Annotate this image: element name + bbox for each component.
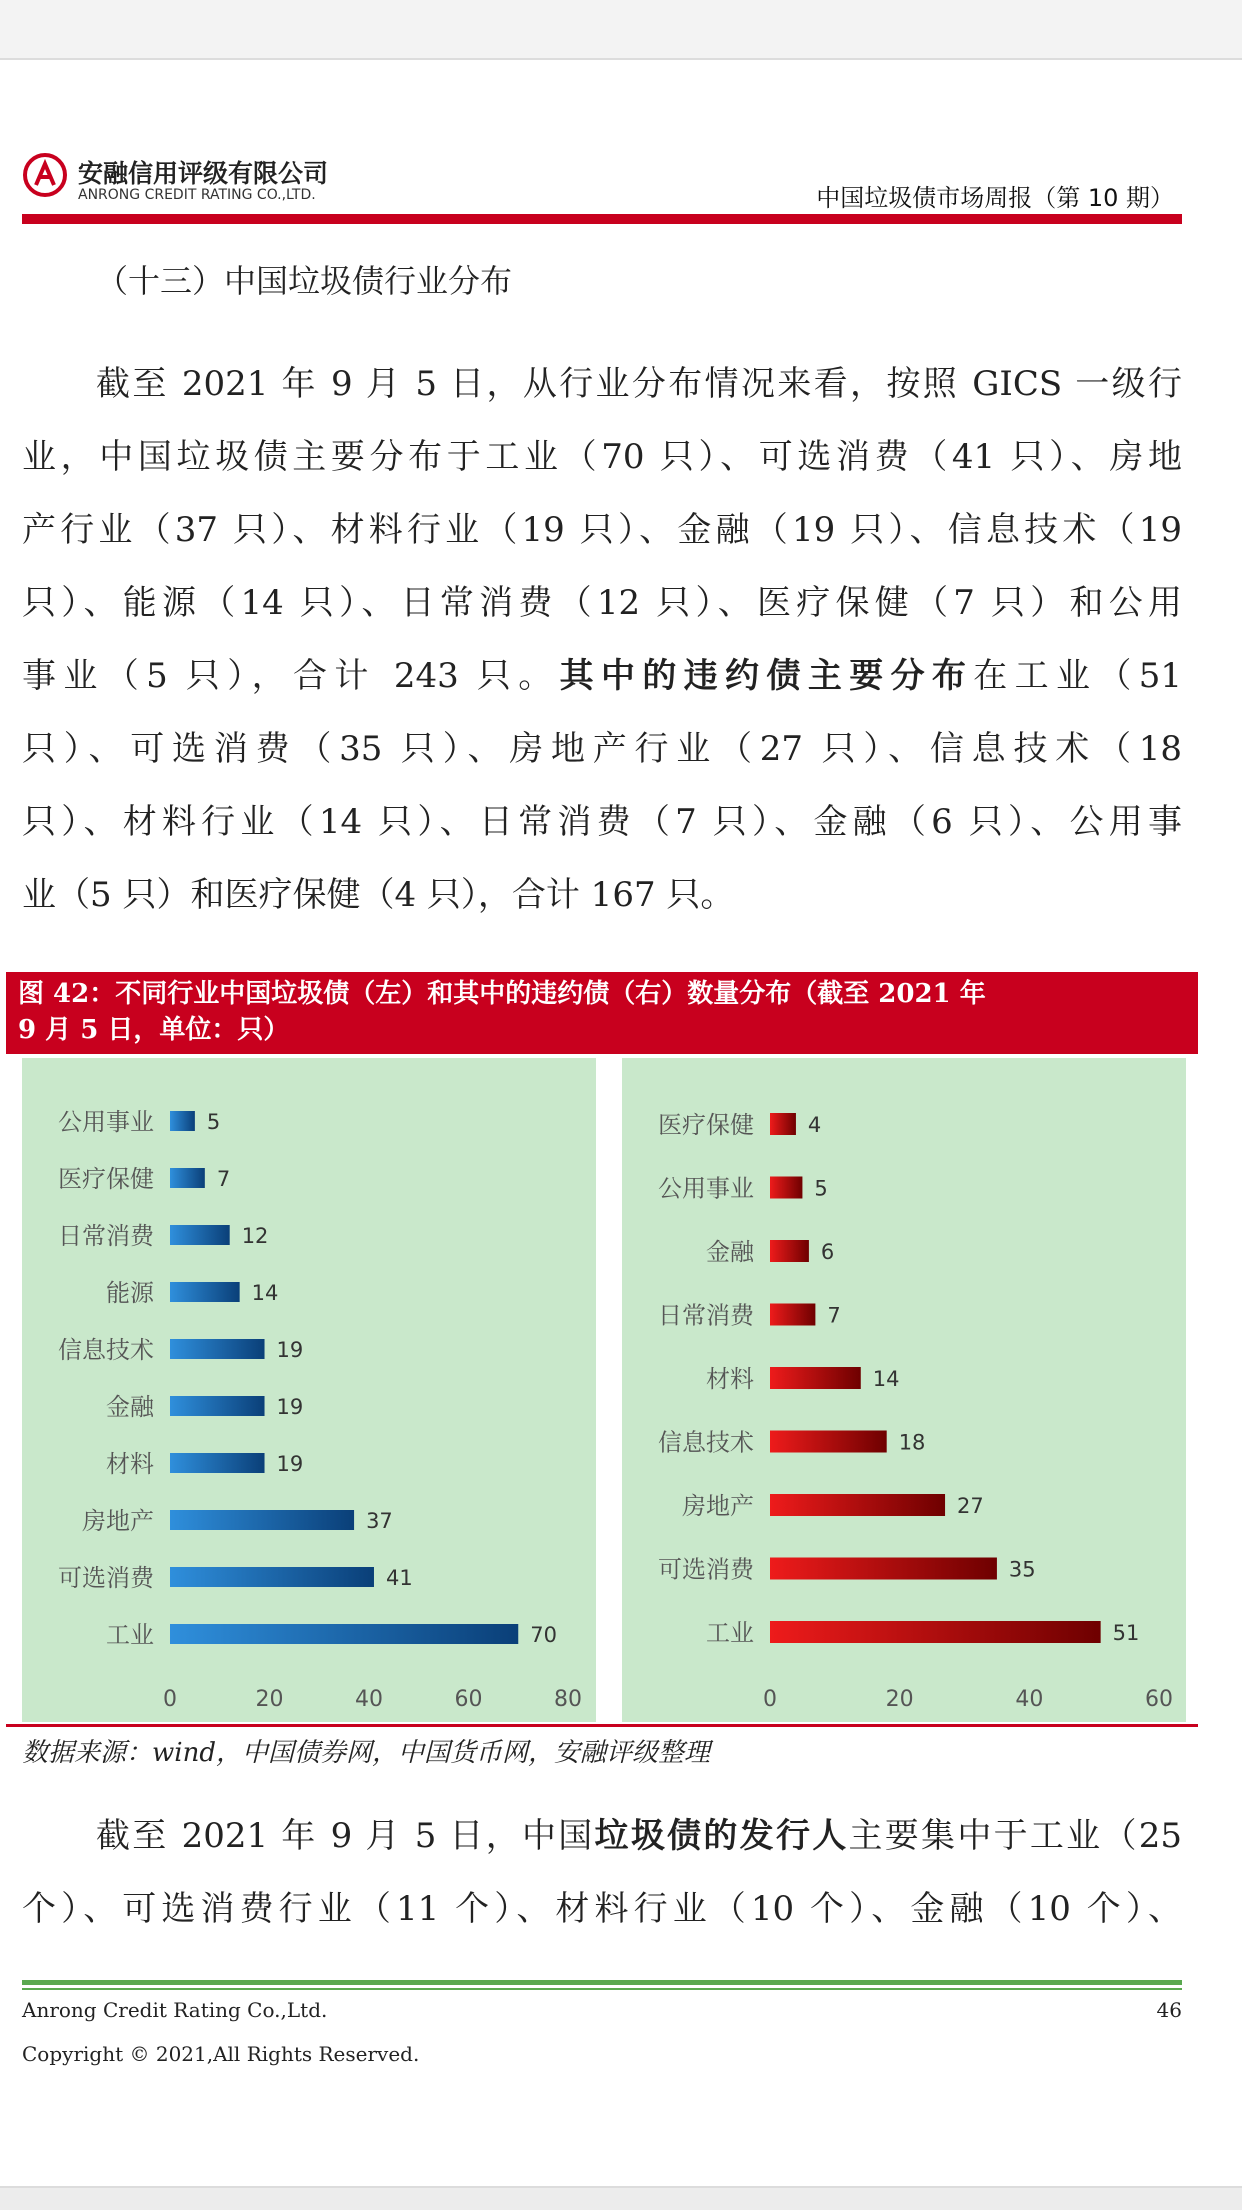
data-label: 5 (206, 1110, 221, 1134)
category-label: 金融 (106, 1393, 154, 1421)
category-label: 房地产 (682, 1492, 754, 1520)
paragraph-industry-distribution (22, 348, 1182, 932)
data-label: 27 (957, 1494, 984, 1518)
viewer-top-bar (0, 0, 1242, 60)
data-label: 14 (251, 1281, 279, 1305)
x-tick-label: 60 (454, 1687, 483, 1712)
category-label: 金融 (706, 1238, 754, 1266)
bar (770, 1113, 796, 1135)
category-label: 工业 (706, 1619, 754, 1647)
x-tick-label: 0 (763, 1687, 777, 1712)
data-label: 12 (241, 1224, 269, 1248)
bar (170, 1168, 205, 1188)
source-divider (6, 1724, 1198, 1727)
data-label: 4 (807, 1113, 822, 1137)
data-label: 6 (820, 1240, 835, 1264)
category-label: 材料 (706, 1365, 754, 1393)
data-label: 37 (366, 1509, 393, 1533)
report-title: 中国垃圾债市场周报（第 10 期） (816, 184, 1174, 212)
paragraph-line: 业（5 只）和医疗保健（4 只），合计 167 只。 (22, 875, 735, 915)
data-label: 19 (276, 1452, 304, 1476)
bar (770, 1621, 1101, 1643)
category-label: 可选消费 (58, 1564, 154, 1592)
page-number: 46 (1156, 1998, 1182, 2022)
bar (170, 1624, 518, 1644)
paragraph-line: 只）、可选消费（35 只）、房地产行业（27 只）、信息技术（18 (22, 729, 1182, 769)
paragraph-text: 事业（5 只），合计 243 只。 (22, 656, 560, 696)
paragraph-line (22, 1800, 1182, 1873)
bar (170, 1396, 265, 1416)
category-label: 公用事业 (658, 1174, 754, 1203)
data-label: 5 (814, 1176, 828, 1201)
paragraph-issuers (22, 1800, 1182, 1946)
category-label: 能源 (106, 1279, 154, 1307)
data-label: 41 (385, 1566, 413, 1590)
x-tick-label: 40 (1015, 1687, 1044, 1712)
bar (770, 1367, 861, 1389)
company-name-cn: 安融信用评级有限公司 (78, 159, 329, 188)
bar (170, 1111, 195, 1131)
bar (770, 1240, 809, 1262)
data-label: 51 (1112, 1621, 1140, 1645)
bar (770, 1431, 887, 1453)
bar (770, 1558, 997, 1580)
footer-copyright: Copyright © 2021,All Rights Reserved. (22, 2042, 420, 2066)
data-label: 19 (276, 1395, 304, 1419)
bar-chart-right (622, 1058, 1186, 1722)
data-label: 35 (1008, 1557, 1036, 1582)
paragraph-text: 在工业（51 (973, 656, 1182, 696)
data-label: 70 (530, 1623, 557, 1647)
x-tick-label: 40 (355, 1687, 383, 1712)
figure-caption-line: 9 月 5 日，单位：只） (18, 1015, 290, 1045)
paragraph-line: 截至 2021 年 9 月 5 日，从行业分布情况来看，按照 GICS 一级行 (96, 364, 1182, 404)
category-label: 房地产 (82, 1507, 154, 1535)
data-source-note: 数据来源：wind，中国债券网，中国货币网，安融评级整理 (22, 1738, 710, 1768)
x-tick-label: 0 (163, 1687, 177, 1712)
data-label: 7 (827, 1303, 841, 1328)
paragraph-bold-text: 垃圾债的发行人 (594, 1816, 849, 1856)
chart-panel-default-bonds (622, 1058, 1186, 1722)
category-label: 日常消费 (658, 1301, 754, 1330)
data-label: 14 (872, 1367, 900, 1391)
figure-caption (6, 972, 1198, 1054)
category-label: 材料 (106, 1450, 154, 1478)
data-label: 18 (898, 1430, 926, 1455)
bar (770, 1494, 945, 1516)
bar (770, 1304, 815, 1326)
bar (770, 1177, 802, 1199)
paragraph-line: 产行业（37 只）、材料行业（19 只）、金融（19 只）、信息技术（19 (22, 510, 1182, 550)
x-tick-label: 20 (255, 1687, 284, 1712)
footer-divider (22, 1980, 1182, 1985)
x-tick-label: 80 (554, 1687, 582, 1712)
category-label: 医疗保健 (58, 1165, 154, 1193)
footer-divider-thin (22, 1988, 1182, 1990)
bar (170, 1510, 354, 1530)
section-heading: （十三）中国垃圾债行业分布 (96, 262, 513, 300)
paragraph-text: 截至 2021 年 9 月 5 日，中国 (96, 1816, 595, 1856)
data-label: 7 (216, 1167, 231, 1191)
x-tick-label: 20 (885, 1687, 914, 1712)
paragraph-bold-text: 其中的违约债主要分布 (559, 656, 974, 696)
category-label: 可选消费 (658, 1555, 754, 1584)
bar (170, 1339, 265, 1359)
paragraph-line: 只）、材料行业（14 只）、日常消费（7 只）、金融（6 只）、公用事 (22, 802, 1182, 842)
x-tick-label: 60 (1145, 1687, 1173, 1712)
anrong-logo-icon (22, 152, 68, 198)
figure-caption-line: 图 42：不同行业中国垃圾债（左）和其中的违约债（右）数量分布（截至 2021 年 (18, 979, 986, 1009)
paragraph-line: 个）、可选消费行业（11 个）、材料行业（10 个）、金融（10 个）、 (22, 1889, 1182, 1929)
data-label: 19 (276, 1338, 304, 1362)
paragraph-text: 主要集中于工业（25 (848, 1816, 1182, 1856)
bar (170, 1282, 240, 1302)
bar (170, 1225, 230, 1245)
category-label: 医疗保健 (658, 1111, 754, 1139)
category-label: 日常消费 (58, 1222, 154, 1250)
category-label: 工业 (106, 1621, 154, 1649)
page-header (22, 150, 1182, 216)
viewer-bottom-bar (0, 2186, 1242, 2210)
company-name-en: ANRONG CREDIT RATING CO.,LTD. (78, 187, 316, 203)
bar-chart-left (22, 1058, 596, 1722)
category-label: 公用事业 (58, 1108, 154, 1136)
paragraph-line: 业，中国垃圾债主要分布于工业（70 只）、可选消费（41 只）、房地 (22, 437, 1182, 477)
header-divider (22, 214, 1182, 224)
chart-panel-all-junk-bonds (22, 1058, 596, 1722)
footer-company: Anrong Credit Rating Co.,Ltd. (22, 1998, 328, 2022)
category-label: 信息技术 (58, 1336, 154, 1364)
paragraph-line (22, 640, 1182, 713)
bar (170, 1567, 374, 1587)
bar (170, 1453, 265, 1473)
category-label: 信息技术 (658, 1428, 754, 1457)
paragraph-line: 只）、能源（14 只）、日常消费（12 只）、医疗保健（7 只）和公用 (22, 583, 1182, 623)
